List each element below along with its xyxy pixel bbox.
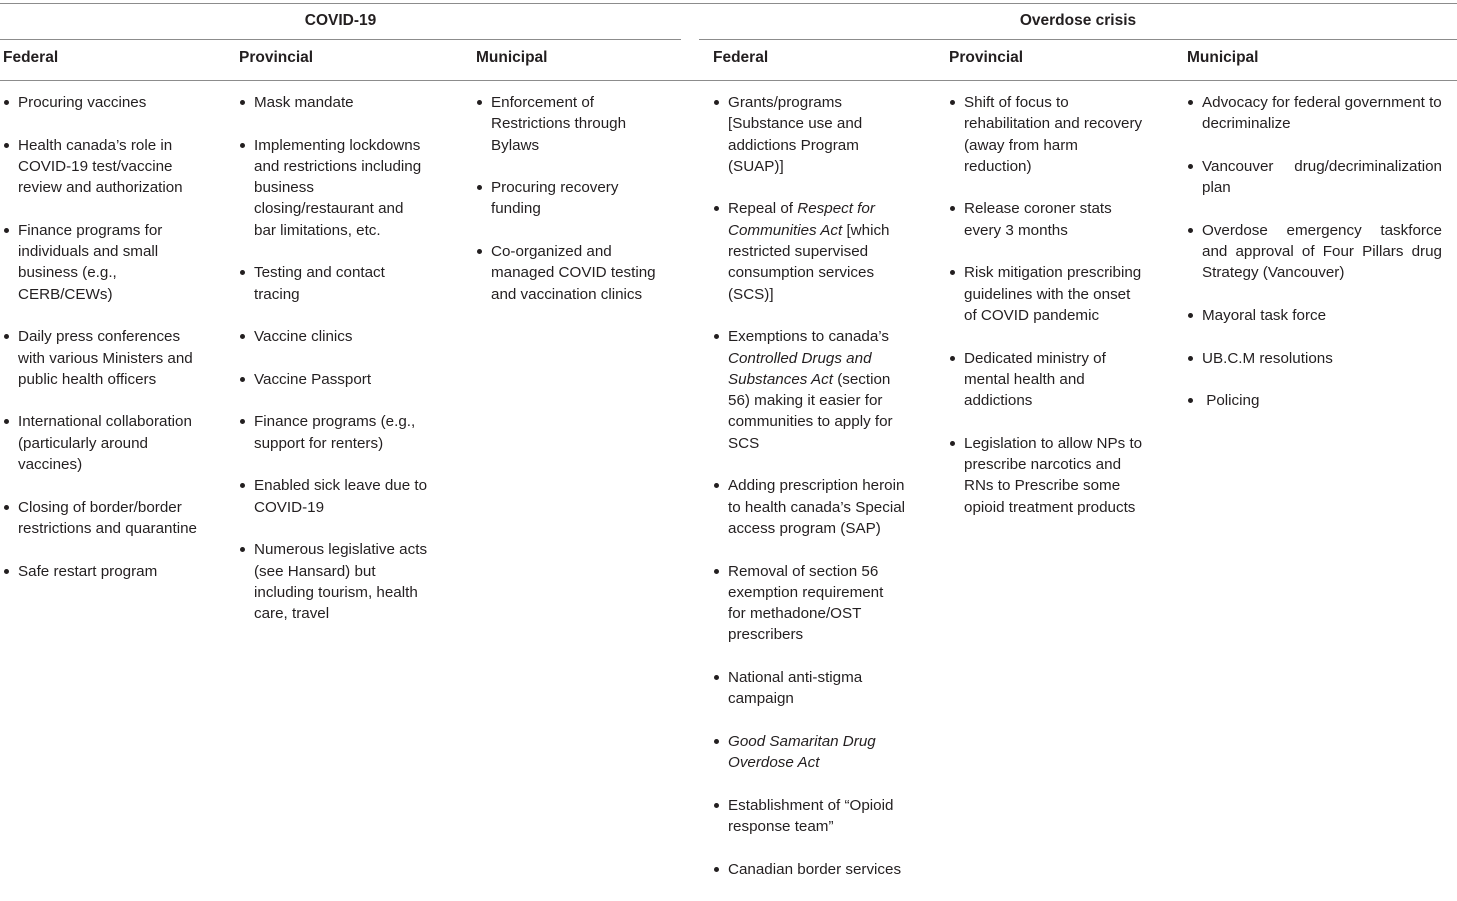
list-item: Vaccine clinics xyxy=(239,326,431,347)
overdose-federal-header: Federal xyxy=(713,49,769,66)
item-text: (section 56) making it easier for communities to apply for SCS xyxy=(728,370,893,452)
covid-federal-list xyxy=(3,92,199,603)
covid-provincial-header: Provincial xyxy=(239,49,314,66)
item-text: [which restricted supervised consumption services (SCS)] xyxy=(728,221,890,303)
list-item: Co-organized and managed COVID testing and vaccination clinics xyxy=(476,241,664,305)
list-item: Enabled sick leave due to COVID-19 xyxy=(239,475,431,518)
list-item: Mayoral task force xyxy=(1187,305,1442,326)
list-item xyxy=(713,92,880,177)
list-item xyxy=(713,667,888,710)
covid-provincial-list xyxy=(239,92,431,646)
list-item xyxy=(713,795,910,838)
list-item: International collaboration (particularly around vaccines) xyxy=(3,411,199,475)
item-text: Adding prescription heroin to health canada’s Special access program (SAP) xyxy=(728,477,906,537)
overdose-group-rule xyxy=(699,39,1457,40)
covid-municipal-list xyxy=(476,92,664,326)
list-item xyxy=(713,859,909,880)
header-rule xyxy=(0,80,1457,81)
list-item: Procuring recovery funding xyxy=(476,177,631,220)
list-item: Advocacy for federal government to decriminalize xyxy=(1187,92,1442,135)
list-item: Dedicated ministry of mental health and addictions xyxy=(949,348,1124,412)
covid-municipal-header: Municipal xyxy=(476,49,548,66)
act-title: Controlled Drugs and Substances Act xyxy=(728,349,872,388)
list-item: Policing xyxy=(1187,390,1442,411)
item-text: Grants/programs [Substance use and addictions Program (SUAP)] xyxy=(728,94,863,175)
item-text: Exemptions to canada’s xyxy=(728,328,889,346)
covid-group-rule xyxy=(0,39,681,40)
overdose-federal-list xyxy=(713,92,909,901)
list-item: UB.C.M resolutions xyxy=(1187,348,1442,369)
list-item xyxy=(713,475,909,539)
covid-group-title: COVID-19 xyxy=(304,12,377,29)
list-item: Procuring vaccines xyxy=(3,92,199,113)
item-text: Establishment of “Opioid response team” xyxy=(728,796,894,836)
list-item: Testing and contact tracing xyxy=(239,262,431,305)
act-title: Good Samaritan Drug Overdose Act xyxy=(728,732,876,772)
list-item: Vaccine Passport xyxy=(239,369,431,390)
list-item: Implementing lockdowns and restrictions including business closing/restaurant and bar limitations, etc. xyxy=(239,135,424,241)
list-item: Safe restart program xyxy=(3,561,199,582)
list-item xyxy=(713,731,903,774)
act-title: Respect for Communities Act xyxy=(728,200,875,239)
list-item xyxy=(713,561,898,646)
list-item: Release coroner stats every 3 months xyxy=(949,198,1124,241)
list-item: Legislation to allow NPs to prescribe narcotics and RNs to Prescribe some opioid treatment products xyxy=(949,433,1150,518)
list-item: Finance programs for individuals and small business (e.g., CERB/CEWs) xyxy=(3,220,199,305)
list-item: Health canada’s role in COVID-19 test/vaccine review and authorization xyxy=(3,135,199,199)
item-text: Repeal of xyxy=(728,200,798,218)
list-item: Closing of border/border restrictions and quarantine xyxy=(3,497,199,540)
list-item: Risk mitigation prescribing guidelines with the onset of COVID pandemic xyxy=(949,262,1146,326)
item-text: National anti-stigma campaign xyxy=(728,669,863,708)
list-item: Vancouver drug/decriminalization plan xyxy=(1187,156,1442,199)
list-item xyxy=(713,198,906,304)
list-item xyxy=(713,326,904,454)
list-item: Daily press conferences with various Ministers and public health officers xyxy=(3,326,199,390)
overdose-group-title: Overdose crisis xyxy=(1019,12,1137,29)
overdose-municipal-header: Municipal xyxy=(1187,49,1259,66)
list-item: Enforcement of Restrictions through Bylaws xyxy=(476,92,631,156)
item-text: Canadian border services xyxy=(728,860,902,878)
item-text: Removal of section 56 exemption requirement for methadone/OST prescribers xyxy=(728,562,884,644)
overdose-provincial-list xyxy=(949,92,1147,539)
list-item: Finance programs (e.g., support for renters) xyxy=(239,411,431,454)
list-item: Overdose emergency taskforce and approval of Four Pillars drug Strategy (Vancouver) xyxy=(1187,220,1442,284)
list-item: Mask mandate xyxy=(239,92,431,113)
overdose-provincial-header: Provincial xyxy=(949,49,1024,66)
list-item: Numerous legislative acts (see Hansard) but including tourism, health care, travel xyxy=(239,539,431,624)
list-item: Shift of focus to rehabilitation and recovery (away from harm reduction) xyxy=(949,92,1144,177)
overdose-municipal-list xyxy=(1187,92,1442,433)
covid-federal-header: Federal xyxy=(3,49,59,66)
top-rule xyxy=(0,3,1457,4)
